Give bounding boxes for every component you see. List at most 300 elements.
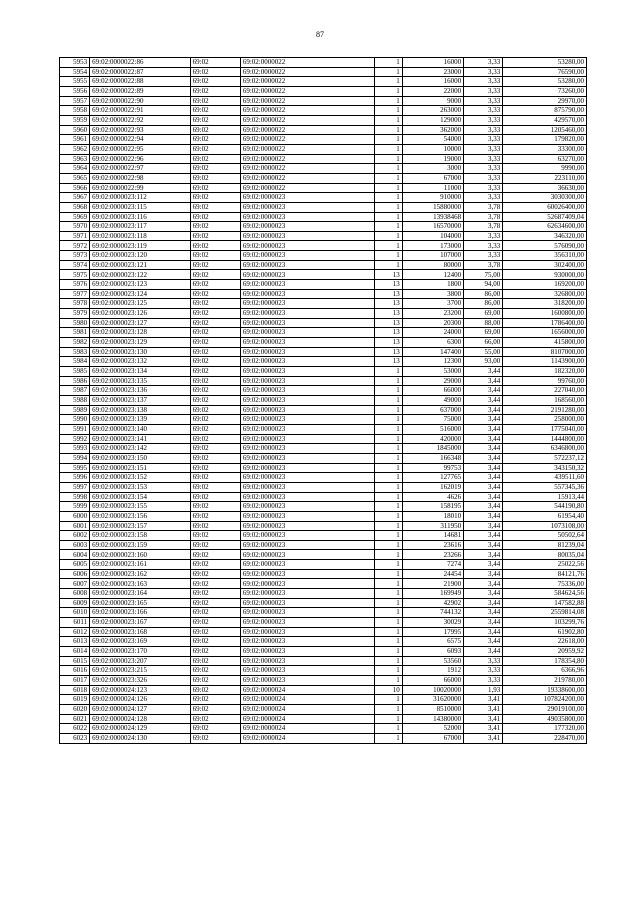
table-row xyxy=(60,511,587,521)
table-row xyxy=(60,270,587,280)
district-code-cell: 69:02 xyxy=(190,550,240,560)
cadastral-block-cell: 69:02:0000022 xyxy=(240,115,374,125)
rate-cell: 3,33 xyxy=(464,125,503,135)
district-code-cell: 69:02 xyxy=(190,212,240,222)
row-number-cell: 5979 xyxy=(60,309,90,319)
district-code-cell: 69:02 xyxy=(190,695,240,705)
cadastral-value-cell: 356310,00 xyxy=(503,251,587,261)
category-cell: 1 xyxy=(374,135,402,145)
cadastral-block-cell: 69:02:0000023 xyxy=(240,637,374,647)
area-cell: 420000 xyxy=(402,434,463,444)
area-cell: 263000 xyxy=(402,106,463,116)
cadastral-value-cell: 227040,00 xyxy=(503,386,587,396)
cadastral-number-cell: 69:02:0000023:129 xyxy=(90,338,190,348)
rate-cell: 3,33 xyxy=(464,144,503,154)
cadastral-value-cell: 60026400,00 xyxy=(503,202,587,212)
cadastral-value-cell: 1775040,00 xyxy=(503,424,587,434)
district-code-cell: 69:02 xyxy=(190,58,240,68)
district-code-cell: 69:02 xyxy=(190,299,240,309)
cadastral-value-cell: 1786400,00 xyxy=(503,318,587,328)
cadastral-block-cell: 69:02:0000023 xyxy=(240,347,374,357)
rate-cell: 3,44 xyxy=(464,521,503,531)
cadastral-number-cell: 69:02:0000023:170 xyxy=(90,647,190,657)
cadastral-number-cell: 69:02:0000023:164 xyxy=(90,589,190,599)
row-number-cell: 5991 xyxy=(60,424,90,434)
cadastral-value-cell: 49035800,00 xyxy=(503,714,587,724)
category-cell: 1 xyxy=(374,96,402,106)
table-row xyxy=(60,86,587,96)
rate-cell: 69,00 xyxy=(464,309,503,319)
district-code-cell: 69:02 xyxy=(190,309,240,319)
rate-cell: 3,44 xyxy=(464,424,503,434)
category-cell: 1 xyxy=(374,704,402,714)
cadastral-block-cell: 69:02:0000023 xyxy=(240,560,374,570)
cadastral-block-cell: 69:02:0000023 xyxy=(240,338,374,348)
cadastral-value-cell: 63270,00 xyxy=(503,154,587,164)
row-number-cell: 5956 xyxy=(60,86,90,96)
rate-cell: 3,33 xyxy=(464,106,503,116)
cadastral-value-cell: 147582,88 xyxy=(503,598,587,608)
table-row xyxy=(60,251,587,261)
table-row xyxy=(60,676,587,686)
area-cell: 8510000 xyxy=(402,704,463,714)
cadastral-number-cell: 69:02:0000022:96 xyxy=(90,154,190,164)
table-row xyxy=(60,531,587,541)
cadastral-number-cell: 69:02:0000023:159 xyxy=(90,540,190,550)
area-cell: 20300 xyxy=(402,318,463,328)
row-number-cell: 5960 xyxy=(60,125,90,135)
rate-cell: 3,33 xyxy=(464,656,503,666)
table-row xyxy=(60,540,587,550)
district-code-cell: 69:02 xyxy=(190,569,240,579)
district-code-cell: 69:02 xyxy=(190,251,240,261)
category-cell: 1 xyxy=(374,405,402,415)
cadastral-block-cell: 69:02:0000023 xyxy=(240,212,374,222)
cadastral-number-cell: 69:02:0000023:165 xyxy=(90,598,190,608)
table-row xyxy=(60,58,587,68)
cadastral-value-cell: 584624,56 xyxy=(503,589,587,599)
area-cell: 14681 xyxy=(402,531,463,541)
rate-cell: 3,33 xyxy=(464,676,503,686)
cadastral-value-cell: 1205460,00 xyxy=(503,125,587,135)
cadastral-block-cell: 69:02:0000023 xyxy=(240,299,374,309)
table-row xyxy=(60,637,587,647)
cadastral-block-cell: 69:02:0000023 xyxy=(240,666,374,676)
cadastral-block-cell: 69:02:0000024 xyxy=(240,714,374,724)
cadastral-number-cell: 69:02:0000023:141 xyxy=(90,434,190,444)
table-row xyxy=(60,424,587,434)
cadastral-block-cell: 69:02:0000022 xyxy=(240,106,374,116)
table-row xyxy=(60,492,587,502)
table-row xyxy=(60,367,587,377)
table-row xyxy=(60,202,587,212)
area-cell: 3700 xyxy=(402,299,463,309)
cadastral-value-cell: 6346800,00 xyxy=(503,444,587,454)
cadastral-block-cell: 69:02:0000023 xyxy=(240,357,374,367)
table-row xyxy=(60,193,587,203)
rate-cell: 3,44 xyxy=(464,482,503,492)
category-cell: 1 xyxy=(374,550,402,560)
cadastral-value-cell: 557345,36 xyxy=(503,482,587,492)
district-code-cell: 69:02 xyxy=(190,618,240,628)
area-cell: 21900 xyxy=(402,579,463,589)
cadastral-number-cell: 69:02:0000022:88 xyxy=(90,77,190,87)
area-cell: 29000 xyxy=(402,376,463,386)
cadastral-block-cell: 69:02:0000023 xyxy=(240,231,374,241)
cadastral-number-cell: 69:02:0000023:166 xyxy=(90,608,190,618)
row-number-cell: 5990 xyxy=(60,415,90,425)
category-cell: 1 xyxy=(374,695,402,705)
row-number-cell: 6006 xyxy=(60,569,90,579)
table-row xyxy=(60,125,587,135)
area-cell: 12400 xyxy=(402,270,463,280)
district-code-cell: 69:02 xyxy=(190,241,240,251)
row-number-cell: 6005 xyxy=(60,560,90,570)
cadastral-block-cell: 69:02:0000022 xyxy=(240,154,374,164)
row-number-cell: 5955 xyxy=(60,77,90,87)
cadastral-block-cell: 69:02:0000023 xyxy=(240,618,374,628)
table-row xyxy=(60,231,587,241)
cadastral-value-table xyxy=(59,57,587,744)
cadastral-value-cell: 2191280,00 xyxy=(503,405,587,415)
area-cell: 7274 xyxy=(402,560,463,570)
area-cell: 66000 xyxy=(402,386,463,396)
cadastral-value-cell: 22618,00 xyxy=(503,637,587,647)
cadastral-number-cell: 69:02:0000022:89 xyxy=(90,86,190,96)
area-cell: 23200 xyxy=(402,309,463,319)
cadastral-number-cell: 69:02:0000023:156 xyxy=(90,511,190,521)
row-number-cell: 6001 xyxy=(60,521,90,531)
cadastral-value-cell: 19338600,00 xyxy=(503,685,587,695)
cadastral-number-cell: 69:02:0000023:118 xyxy=(90,231,190,241)
category-cell: 1 xyxy=(374,676,402,686)
cadastral-block-cell: 69:02:0000023 xyxy=(240,415,374,425)
district-code-cell: 69:02 xyxy=(190,96,240,106)
cadastral-number-cell: 69:02:0000022:91 xyxy=(90,106,190,116)
cadastral-block-cell: 69:02:0000023 xyxy=(240,598,374,608)
area-cell: 67000 xyxy=(402,173,463,183)
cadastral-block-cell: 69:02:0000023 xyxy=(240,241,374,251)
category-cell: 1 xyxy=(374,444,402,454)
row-number-cell: 6015 xyxy=(60,656,90,666)
table-row xyxy=(60,714,587,724)
cadastral-number-cell: 69:02:0000024:127 xyxy=(90,704,190,714)
cadastral-value-cell: 168560,00 xyxy=(503,395,587,405)
cadastral-number-cell: 69:02:0000023:119 xyxy=(90,241,190,251)
cadastral-value-cell: 103299,76 xyxy=(503,618,587,628)
cadastral-number-cell: 69:02:0000023:168 xyxy=(90,627,190,637)
table-row xyxy=(60,656,587,666)
cadastral-value-cell: 6366,96 xyxy=(503,666,587,676)
table-row xyxy=(60,318,587,328)
cadastral-block-cell: 69:02:0000023 xyxy=(240,424,374,434)
rate-cell: 3,33 xyxy=(464,135,503,145)
row-number-cell: 6002 xyxy=(60,531,90,541)
district-code-cell: 69:02 xyxy=(190,453,240,463)
area-cell: 30029 xyxy=(402,618,463,628)
rate-cell: 94,00 xyxy=(464,280,503,290)
category-cell: 1 xyxy=(374,67,402,77)
rate-cell: 3,33 xyxy=(464,115,503,125)
rate-cell: 75,00 xyxy=(464,270,503,280)
district-code-cell: 69:02 xyxy=(190,724,240,734)
rate-cell: 3,78 xyxy=(464,260,503,270)
cadastral-number-cell: 69:02:0000023:162 xyxy=(90,569,190,579)
cadastral-number-cell: 69:02:0000023:153 xyxy=(90,482,190,492)
cadastral-value-cell: 576090,00 xyxy=(503,241,587,251)
cadastral-number-cell: 69:02:0000023:151 xyxy=(90,463,190,473)
district-code-cell: 69:02 xyxy=(190,482,240,492)
cadastral-block-cell: 69:02:0000022 xyxy=(240,125,374,135)
cadastral-value-cell: 326800,00 xyxy=(503,289,587,299)
category-cell: 13 xyxy=(374,328,402,338)
row-number-cell: 6023 xyxy=(60,733,90,743)
row-number-cell: 5961 xyxy=(60,135,90,145)
table-row xyxy=(60,666,587,676)
row-number-cell: 5968 xyxy=(60,202,90,212)
table-row xyxy=(60,106,587,116)
rate-cell: 3,44 xyxy=(464,531,503,541)
cadastral-block-cell: 69:02:0000023 xyxy=(240,395,374,405)
category-cell: 1 xyxy=(374,144,402,154)
category-cell: 1 xyxy=(374,376,402,386)
district-code-cell: 69:02 xyxy=(190,704,240,714)
rate-cell: 86,00 xyxy=(464,289,503,299)
cadastral-value-cell: 179820,00 xyxy=(503,135,587,145)
cadastral-block-cell: 69:02:0000023 xyxy=(240,444,374,454)
cadastral-block-cell: 69:02:0000023 xyxy=(240,193,374,203)
area-cell: 23616 xyxy=(402,540,463,550)
district-code-cell: 69:02 xyxy=(190,376,240,386)
cadastral-value-cell: 930000,00 xyxy=(503,270,587,280)
category-cell: 1 xyxy=(374,434,402,444)
area-cell: 147400 xyxy=(402,347,463,357)
cadastral-number-cell: 69:02:0000023:158 xyxy=(90,531,190,541)
district-code-cell: 69:02 xyxy=(190,733,240,743)
district-code-cell: 69:02 xyxy=(190,627,240,637)
category-cell: 1 xyxy=(374,560,402,570)
cadastral-block-cell: 69:02:0000023 xyxy=(240,280,374,290)
rate-cell: 3,78 xyxy=(464,222,503,232)
row-number-cell: 5973 xyxy=(60,251,90,261)
row-number-cell: 5989 xyxy=(60,405,90,415)
category-cell: 13 xyxy=(374,347,402,357)
table-row xyxy=(60,704,587,714)
district-code-cell: 69:02 xyxy=(190,193,240,203)
cadastral-value-cell: 29019100,00 xyxy=(503,704,587,714)
area-cell: 49000 xyxy=(402,395,463,405)
rate-cell: 3,41 xyxy=(464,695,503,705)
area-cell: 910000 xyxy=(402,193,463,203)
cadastral-block-cell: 69:02:0000023 xyxy=(240,289,374,299)
district-code-cell: 69:02 xyxy=(190,579,240,589)
category-cell: 1 xyxy=(374,733,402,743)
rate-cell: 3,33 xyxy=(464,183,503,193)
category-cell: 1 xyxy=(374,492,402,502)
rate-cell: 3,33 xyxy=(464,164,503,174)
cadastral-block-cell: 69:02:0000024 xyxy=(240,733,374,743)
category-cell: 1 xyxy=(374,386,402,396)
rate-cell: 3,44 xyxy=(464,386,503,396)
rate-cell: 3,44 xyxy=(464,579,503,589)
rate-cell: 3,41 xyxy=(464,704,503,714)
district-code-cell: 69:02 xyxy=(190,511,240,521)
category-cell: 13 xyxy=(374,289,402,299)
cadastral-value-cell: 258000,00 xyxy=(503,415,587,425)
category-cell: 1 xyxy=(374,482,402,492)
cadastral-value-cell: 346320,00 xyxy=(503,231,587,241)
area-cell: 10020000 xyxy=(402,685,463,695)
row-number-cell: 5983 xyxy=(60,347,90,357)
table-row xyxy=(60,695,587,705)
category-cell: 10 xyxy=(374,685,402,695)
table-row xyxy=(60,647,587,657)
category-cell: 1 xyxy=(374,656,402,666)
rate-cell: 3,44 xyxy=(464,511,503,521)
category-cell: 1 xyxy=(374,647,402,657)
category-cell: 13 xyxy=(374,270,402,280)
category-cell: 1 xyxy=(374,463,402,473)
rate-cell: 3,33 xyxy=(464,154,503,164)
row-number-cell: 5969 xyxy=(60,212,90,222)
district-code-cell: 69:02 xyxy=(190,202,240,212)
cadastral-number-cell: 69:02:0000023:137 xyxy=(90,395,190,405)
table-row xyxy=(60,395,587,405)
row-number-cell: 6018 xyxy=(60,685,90,695)
area-cell: 23000 xyxy=(402,67,463,77)
cadastral-number-cell: 69:02:0000023:124 xyxy=(90,289,190,299)
district-code-cell: 69:02 xyxy=(190,135,240,145)
cadastral-block-cell: 69:02:0000023 xyxy=(240,260,374,270)
table-row xyxy=(60,260,587,270)
cadastral-number-cell: 69:02:0000023:152 xyxy=(90,473,190,483)
district-code-cell: 69:02 xyxy=(190,154,240,164)
category-cell: 1 xyxy=(374,367,402,377)
cadastral-block-cell: 69:02:0000024 xyxy=(240,704,374,714)
cadastral-value-cell: 302400,00 xyxy=(503,260,587,270)
row-number-cell: 5987 xyxy=(60,386,90,396)
rate-cell: 3,44 xyxy=(464,647,503,657)
rate-cell: 66,00 xyxy=(464,338,503,348)
category-cell: 1 xyxy=(374,627,402,637)
rate-cell: 3,33 xyxy=(464,231,503,241)
cadastral-number-cell: 69:02:0000023:134 xyxy=(90,367,190,377)
cadastral-value-cell: 875790,00 xyxy=(503,106,587,116)
area-cell: 107000 xyxy=(402,251,463,261)
cadastral-value-cell: 81239,04 xyxy=(503,540,587,550)
row-number-cell: 6020 xyxy=(60,704,90,714)
cadastral-number-cell: 69:02:0000022:98 xyxy=(90,173,190,183)
cadastral-block-cell: 69:02:0000023 xyxy=(240,608,374,618)
district-code-cell: 69:02 xyxy=(190,560,240,570)
district-code-cell: 69:02 xyxy=(190,415,240,425)
area-cell: 6093 xyxy=(402,647,463,657)
category-cell: 1 xyxy=(374,222,402,232)
row-number-cell: 5959 xyxy=(60,115,90,125)
cadastral-value-cell: 1600800,00 xyxy=(503,309,587,319)
cadastral-block-cell: 69:02:0000023 xyxy=(240,405,374,415)
cadastral-value-cell: 50502,64 xyxy=(503,531,587,541)
cadastral-number-cell: 69:02:0000023:130 xyxy=(90,347,190,357)
table-row xyxy=(60,405,587,415)
table-row xyxy=(60,550,587,560)
area-cell: 10000 xyxy=(402,144,463,154)
area-cell: 66000 xyxy=(402,676,463,686)
area-cell: 6300 xyxy=(402,338,463,348)
cadastral-block-cell: 69:02:0000022 xyxy=(240,96,374,106)
table-row xyxy=(60,685,587,695)
table-row xyxy=(60,222,587,232)
rate-cell: 3,44 xyxy=(464,376,503,386)
cadastral-number-cell: 69:02:0000023:142 xyxy=(90,444,190,454)
area-cell: 104000 xyxy=(402,231,463,241)
category-cell: 1 xyxy=(374,241,402,251)
rate-cell: 3,33 xyxy=(464,96,503,106)
row-number-cell: 5994 xyxy=(60,453,90,463)
table-row xyxy=(60,96,587,106)
row-number-cell: 5971 xyxy=(60,231,90,241)
cadastral-block-cell: 69:02:0000022 xyxy=(240,58,374,68)
row-number-cell: 5980 xyxy=(60,318,90,328)
district-code-cell: 69:02 xyxy=(190,434,240,444)
row-number-cell: 5996 xyxy=(60,473,90,483)
cadastral-block-cell: 69:02:0000023 xyxy=(240,521,374,531)
row-number-cell: 5970 xyxy=(60,222,90,232)
cadastral-block-cell: 69:02:0000022 xyxy=(240,173,374,183)
cadastral-number-cell: 69:02:0000023:150 xyxy=(90,453,190,463)
cadastral-block-cell: 69:02:0000024 xyxy=(240,685,374,695)
row-number-cell: 5981 xyxy=(60,328,90,338)
table-row xyxy=(60,608,587,618)
cadastral-block-cell: 69:02:0000024 xyxy=(240,695,374,705)
rate-cell: 3,33 xyxy=(464,666,503,676)
cadastral-value-cell: 61954,40 xyxy=(503,511,587,521)
cadastral-number-cell: 69:02:0000023:121 xyxy=(90,260,190,270)
row-number-cell: 5985 xyxy=(60,367,90,377)
rate-cell: 3,44 xyxy=(464,367,503,377)
cadastral-value-cell: 178354,80 xyxy=(503,656,587,666)
cadastral-block-cell: 69:02:0000023 xyxy=(240,569,374,579)
cadastral-value-cell: 544190,80 xyxy=(503,502,587,512)
table-row xyxy=(60,598,587,608)
table-row xyxy=(60,376,587,386)
area-cell: 15880000 xyxy=(402,202,463,212)
cadastral-number-cell: 69:02:0000024:123 xyxy=(90,685,190,695)
district-code-cell: 69:02 xyxy=(190,338,240,348)
row-number-cell: 5995 xyxy=(60,463,90,473)
category-cell: 13 xyxy=(374,309,402,319)
table-row xyxy=(60,444,587,454)
cadastral-block-cell: 69:02:0000023 xyxy=(240,386,374,396)
cadastral-number-cell: 69:02:0000024:129 xyxy=(90,724,190,734)
cadastral-value-cell: 73260,00 xyxy=(503,86,587,96)
row-number-cell: 5953 xyxy=(60,58,90,68)
row-number-cell: 6021 xyxy=(60,714,90,724)
row-number-cell: 6012 xyxy=(60,627,90,637)
category-cell: 13 xyxy=(374,318,402,328)
row-number-cell: 6013 xyxy=(60,637,90,647)
rate-cell: 3,33 xyxy=(464,193,503,203)
row-number-cell: 5962 xyxy=(60,144,90,154)
table-row xyxy=(60,733,587,743)
rate-cell: 55,00 xyxy=(464,347,503,357)
row-number-cell: 5975 xyxy=(60,270,90,280)
table-row xyxy=(60,627,587,637)
row-number-cell: 5963 xyxy=(60,154,90,164)
row-number-cell: 5957 xyxy=(60,96,90,106)
table-row xyxy=(60,309,587,319)
cadastral-value-cell: 84121,76 xyxy=(503,569,587,579)
